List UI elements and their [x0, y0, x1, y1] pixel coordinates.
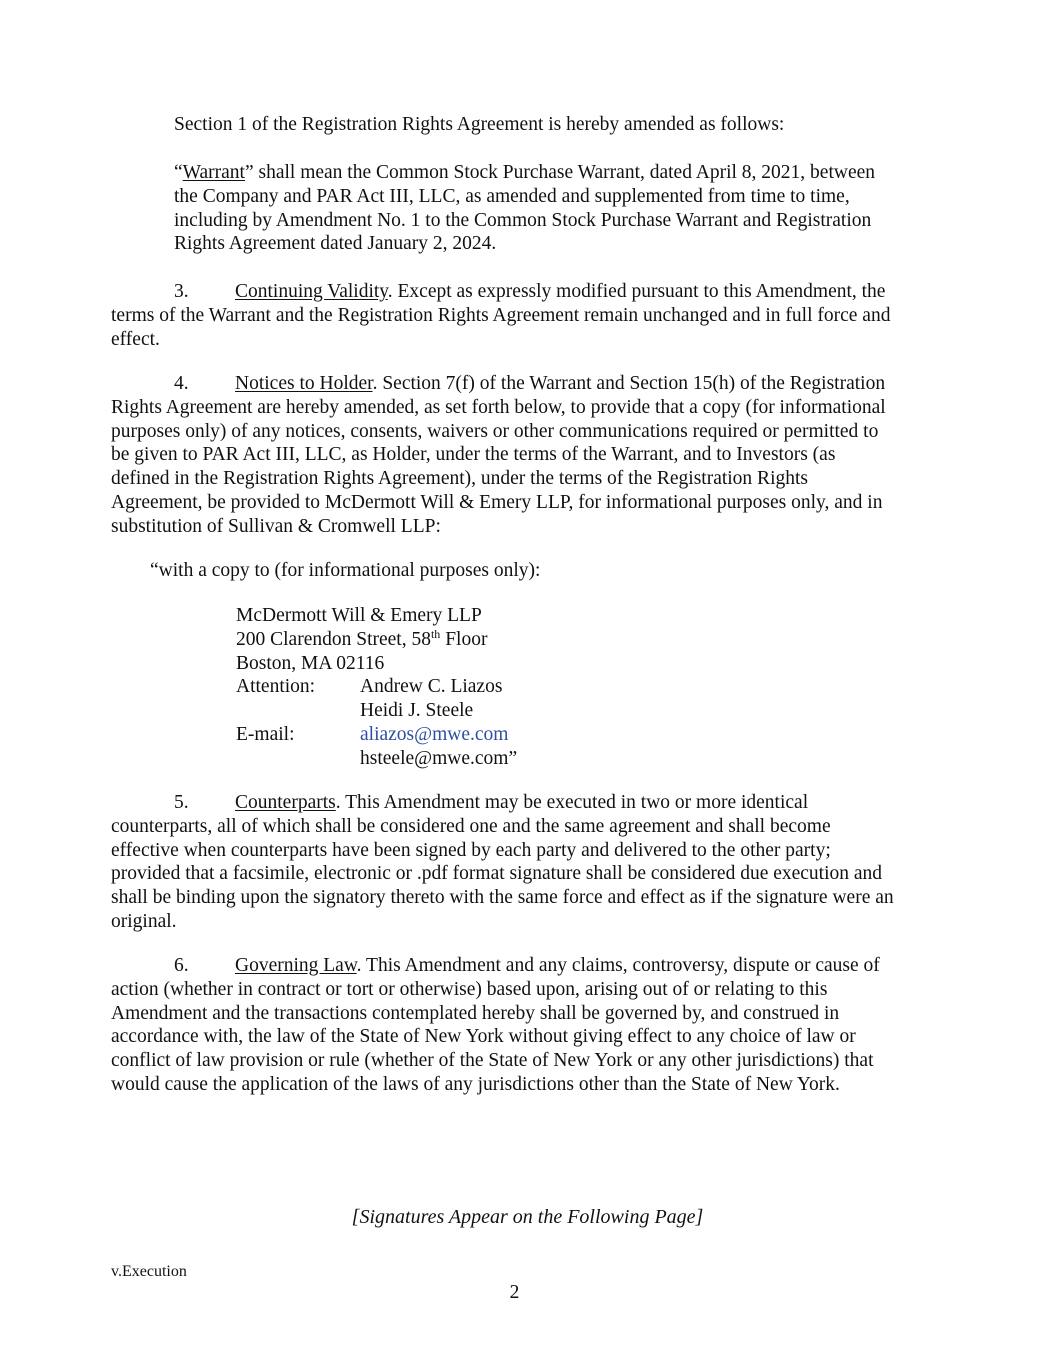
- section1-intro: Section 1 of the Registration Rights Agreement is hereby amended as follows:: [174, 114, 785, 135]
- section-3: [111, 280, 890, 351]
- email-link[interactable]: aliazos@mwe.com: [360, 723, 509, 745]
- attention-name: Andrew C. Liazos: [360, 676, 503, 698]
- section-3-first-line: [111, 280, 890, 304]
- warrant-definition-line: [174, 161, 875, 185]
- section-heading: Notices to Holder: [235, 373, 373, 394]
- text-line: action (whether in contract or tort or otherwise) based upon, arising out of or relating to this: [111, 978, 828, 1000]
- section-heading: Continuing Validity: [235, 281, 388, 302]
- section-5: [111, 791, 894, 934]
- warrant-definition: [174, 161, 875, 256]
- section-4: [111, 372, 886, 539]
- text-line: substitution of Sullivan & Cromwell LLP:: [111, 515, 441, 537]
- section-6-first-line: [111, 954, 880, 978]
- section-number: 3.: [174, 281, 189, 302]
- text-line: Rights Agreement dated January 2, 2024.: [174, 233, 497, 255]
- text-line: effect.: [111, 328, 160, 350]
- page-number: 2: [509, 1282, 520, 1303]
- street-address: 200 Clarendon Street, 58th Floor: [236, 626, 488, 650]
- text-line: would cause the application of the laws of any jurisdictions other than the State of New York.: [111, 1073, 840, 1095]
- email-row: [236, 723, 517, 747]
- defined-term: Warrant: [182, 162, 245, 183]
- firm-name: McDermott Will & Emery LLP: [236, 605, 482, 626]
- section-number: 6.: [174, 955, 189, 976]
- attention-row: [236, 675, 517, 699]
- text-line: including by Amendment No. 1 to the Common Stock Purchase Warrant and Registration: [174, 209, 872, 231]
- copy-to-line: “with a copy to (for informational purposes only):: [150, 560, 541, 581]
- attention-row: [236, 699, 517, 723]
- text-line: effective when counterparts have been signed by each party and delivered to the other party;: [111, 839, 831, 861]
- open-quote: “: [174, 162, 183, 183]
- text-line: shall mean the Common Stock Purchase Warrant, dated April 8, 2021, between: [253, 162, 876, 183]
- attention-label: Attention:: [236, 676, 316, 698]
- text-line: . This Amendment and any claims, controversy, dispute or cause of: [356, 955, 880, 976]
- city-line: Boston, MA 02116: [236, 652, 385, 674]
- text-line: conflict of law provision or rule (whether of the State of New York or any other jurisdictions) that: [111, 1050, 874, 1072]
- text-line: be given to PAR Act III, LLC, as Holder, under the terms of the Warrant, and to Investors (as: [111, 444, 836, 466]
- text-line: provided that a facsimile, electronic or .pdf format signature shall be considered due execution and: [111, 863, 883, 885]
- text-line: counterparts, all of which shall be considered one and the same agreement and shall become: [111, 815, 831, 837]
- text-line: original.: [111, 910, 177, 932]
- text-line: defined in the Registration Rights Agreement), under the terms of the Registration Rights: [111, 468, 808, 490]
- email-label: E-mail:: [236, 723, 295, 745]
- section-6: [111, 954, 880, 1097]
- text-line: the Company and PAR Act III, LLC, as amended and supplemented from time to time,: [174, 185, 850, 207]
- address-block: [236, 604, 517, 771]
- section-5-first-line: [111, 791, 894, 815]
- text-line: Rights Agreement are hereby amended, as set forth below, to provide that a copy (for informational: [111, 396, 886, 418]
- text-line: purposes only) of any notices, consents, waivers or other communications required or permitted to: [111, 420, 879, 442]
- text-line: Amendment and the transactions contemplated hereby shall be governed by, and construed in: [111, 1002, 840, 1024]
- text-line: accordance with, the law of the State of New York without giving effect to any choice of law or: [111, 1026, 856, 1048]
- section-heading: Governing Law: [235, 955, 357, 976]
- section-number: 5.: [174, 792, 189, 813]
- section-number: 4.: [174, 373, 189, 394]
- section-4-first-line: [111, 372, 886, 396]
- text-line: shall be binding upon the signatory thereto with the same force and effect as if the signature were an: [111, 887, 894, 909]
- signature-note: [Signatures Appear on the Following Page]: [351, 1206, 704, 1228]
- email-row: [236, 747, 517, 771]
- text-line: . This Amendment may be executed in two or more identical: [335, 792, 809, 813]
- text-line: terms of the Warrant and the Registration Rights Agreement remain unchanged and in full force and: [111, 304, 891, 326]
- text-line: . Except as expressly modified pursuant to this Amendment, the: [387, 281, 886, 302]
- section-heading: Counterparts: [235, 792, 336, 813]
- text-line: . Section 7(f) of the Warrant and Section 15(h) of the Registration: [372, 373, 886, 394]
- footer-version: v.Execution: [111, 1263, 187, 1280]
- attention-name: Heidi J. Steele: [360, 700, 474, 722]
- text-line: Agreement, be provided to McDermott Will & Emery LLP, for informational purposes only, and in: [111, 491, 883, 513]
- close-quote: ”: [244, 162, 254, 183]
- email-text: hsteele@mwe.com”: [360, 747, 518, 769]
